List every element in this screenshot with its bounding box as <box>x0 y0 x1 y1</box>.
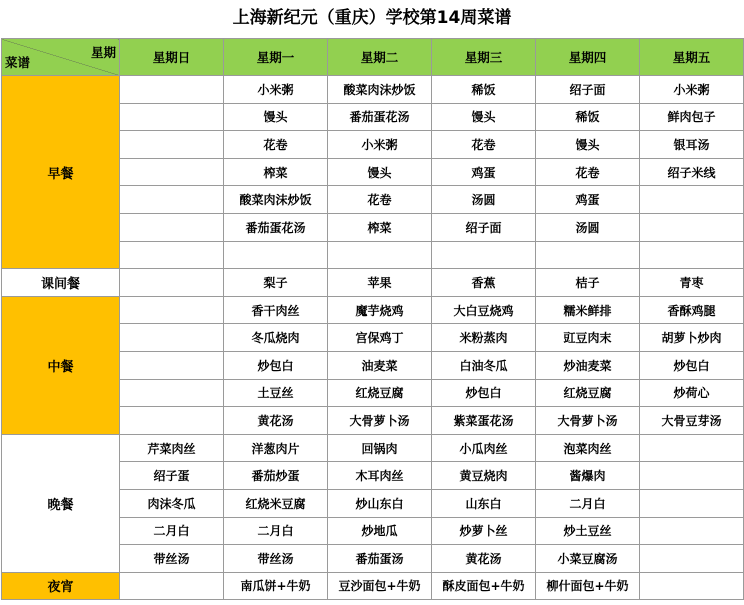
dish-cell: 豇豆肉末 <box>536 324 640 352</box>
dish-cell <box>640 545 744 573</box>
dish-cell: 二月白 <box>120 517 224 545</box>
dish-cell: 红烧豆腐 <box>328 379 432 407</box>
dish-cell <box>120 324 224 352</box>
dish-cell: 番茄蛋汤 <box>328 545 432 573</box>
dish-cell: 豆沙面包+牛奶 <box>328 572 432 600</box>
meal-label: 课间餐 <box>2 269 120 297</box>
dish-cell: 绍子面 <box>536 76 640 104</box>
dish-cell <box>120 103 224 131</box>
dish-cell: 酸菜肉沫炒饭 <box>328 76 432 104</box>
dish-cell: 鲜肉包子 <box>640 103 744 131</box>
dish-cell: 稀饭 <box>536 103 640 131</box>
dish-cell: 番茄炒蛋 <box>224 462 328 490</box>
dish-cell: 肉沫冬瓜 <box>120 489 224 517</box>
dish-cell: 红烧豆腐 <box>536 379 640 407</box>
dish-cell: 榨菜 <box>224 158 328 186</box>
dish-cell: 白油冬瓜 <box>432 351 536 379</box>
dish-cell: 炒包白 <box>432 379 536 407</box>
dish-cell: 绍子蛋 <box>120 462 224 490</box>
dish-cell: 番茄蛋花汤 <box>328 103 432 131</box>
dish-cell: 番茄蛋花汤 <box>224 213 328 241</box>
dish-cell: 酥皮面包+牛奶 <box>432 572 536 600</box>
day-header-sunday: 星期日 <box>120 39 224 76</box>
dish-cell: 胡萝卜炒肉 <box>640 324 744 352</box>
dish-cell: 桔子 <box>536 269 640 297</box>
corner-label-menu: 菜谱 <box>5 55 31 70</box>
dish-cell <box>536 241 640 269</box>
dish-cell: 汤圆 <box>432 186 536 214</box>
dish-cell: 柳什面包+牛奶 <box>536 572 640 600</box>
dish-cell: 二月白 <box>224 517 328 545</box>
dish-cell: 小菜豆腐汤 <box>536 545 640 573</box>
dish-cell: 稀饭 <box>432 76 536 104</box>
dish-cell: 带丝汤 <box>120 545 224 573</box>
dish-cell: 大骨萝卜汤 <box>328 407 432 435</box>
dish-cell <box>640 434 744 462</box>
dish-cell: 炒萝卜丝 <box>432 517 536 545</box>
dish-cell <box>120 269 224 297</box>
dish-cell: 汤圆 <box>536 213 640 241</box>
dish-cell: 黄花汤 <box>224 407 328 435</box>
day-header-wednesday: 星期三 <box>432 39 536 76</box>
dish-cell: 油麦菜 <box>328 351 432 379</box>
dish-cell: 花卷 <box>328 186 432 214</box>
dish-cell <box>640 572 744 600</box>
corner-label-weekday: 星期 <box>90 45 116 60</box>
dish-cell: 洋葱肉片 <box>224 434 328 462</box>
dish-cell <box>120 407 224 435</box>
dish-cell: 米粉蒸肉 <box>432 324 536 352</box>
day-header-friday: 星期五 <box>640 39 744 76</box>
dish-cell: 馒头 <box>328 158 432 186</box>
dish-cell: 绍子面 <box>432 213 536 241</box>
dish-cell: 小米粥 <box>640 76 744 104</box>
dish-cell: 炒油麦菜 <box>536 351 640 379</box>
dish-cell: 香酥鸡腿 <box>640 296 744 324</box>
dish-cell: 炒荷心 <box>640 379 744 407</box>
dish-cell: 鸡蛋 <box>536 186 640 214</box>
dish-cell: 魔芋烧鸡 <box>328 296 432 324</box>
dish-cell: 银耳汤 <box>640 131 744 159</box>
day-header-thursday: 星期四 <box>536 39 640 76</box>
dish-cell: 炒土豆丝 <box>536 517 640 545</box>
dish-cell: 二月白 <box>536 489 640 517</box>
dish-cell: 梨子 <box>224 269 328 297</box>
dish-cell <box>328 241 432 269</box>
page-title: 上海新纪元（重庆）学校第14周菜谱 <box>232 8 512 28</box>
dish-cell: 大白豆烧鸡 <box>432 296 536 324</box>
dish-cell: 小米粥 <box>224 76 328 104</box>
dish-cell: 紫菜蛋花汤 <box>432 407 536 435</box>
dish-cell <box>640 462 744 490</box>
dish-cell <box>120 213 224 241</box>
dish-cell <box>640 213 744 241</box>
dish-cell: 花卷 <box>224 131 328 159</box>
dish-cell: 黄花汤 <box>432 545 536 573</box>
table-row <box>2 434 744 462</box>
dish-cell: 榨菜 <box>328 213 432 241</box>
dish-cell <box>120 351 224 379</box>
day-header-tuesday: 星期二 <box>328 39 432 76</box>
dish-cell: 糯米鲜排 <box>536 296 640 324</box>
dish-cell: 泡菜肉丝 <box>536 434 640 462</box>
dish-cell: 冬瓜烧肉 <box>224 324 328 352</box>
menu-table <box>1 38 744 600</box>
dish-cell <box>120 572 224 600</box>
table-row <box>2 269 744 297</box>
dish-cell: 馒头 <box>224 103 328 131</box>
dish-cell: 大骨豆芽汤 <box>640 407 744 435</box>
dish-cell: 木耳肉丝 <box>328 462 432 490</box>
dish-cell <box>120 158 224 186</box>
dish-cell: 小瓜肉丝 <box>432 434 536 462</box>
dish-cell <box>120 379 224 407</box>
dish-cell: 黄豆烧肉 <box>432 462 536 490</box>
dish-cell <box>640 186 744 214</box>
table-row <box>2 572 744 600</box>
dish-cell: 大骨萝卜汤 <box>536 407 640 435</box>
dish-cell: 苹果 <box>328 269 432 297</box>
corner-header <box>2 39 120 76</box>
dish-cell: 山东白 <box>432 489 536 517</box>
day-header-monday: 星期一 <box>224 39 328 76</box>
dish-cell: 炒包白 <box>640 351 744 379</box>
dish-cell: 绍子米线 <box>640 158 744 186</box>
dish-cell <box>120 241 224 269</box>
dish-cell: 馒头 <box>432 103 536 131</box>
dish-cell <box>640 489 744 517</box>
meal-label: 夜宵 <box>2 572 120 600</box>
menu-body <box>2 76 744 600</box>
dish-cell: 鸡蛋 <box>432 158 536 186</box>
dish-cell: 花卷 <box>536 158 640 186</box>
dish-cell: 炒包白 <box>224 351 328 379</box>
dish-cell <box>120 186 224 214</box>
table-row <box>2 296 744 324</box>
dish-cell: 宫保鸡丁 <box>328 324 432 352</box>
dish-cell: 小米粥 <box>328 131 432 159</box>
dish-cell: 南瓜饼+牛奶 <box>224 572 328 600</box>
meal-label: 早餐 <box>2 76 120 269</box>
dish-cell <box>432 241 536 269</box>
header-row <box>2 39 744 76</box>
dish-cell <box>640 517 744 545</box>
dish-cell: 土豆丝 <box>224 379 328 407</box>
dish-cell <box>120 296 224 324</box>
dish-cell <box>120 76 224 104</box>
dish-cell <box>224 241 328 269</box>
dish-cell: 青枣 <box>640 269 744 297</box>
dish-cell: 花卷 <box>432 131 536 159</box>
dish-cell: 馒头 <box>536 131 640 159</box>
dish-cell: 香蕉 <box>432 269 536 297</box>
dish-cell: 香干肉丝 <box>224 296 328 324</box>
dish-cell: 红烧米豆腐 <box>224 489 328 517</box>
dish-cell <box>640 241 744 269</box>
dish-cell: 带丝汤 <box>224 545 328 573</box>
dish-cell: 芹菜肉丝 <box>120 434 224 462</box>
dish-cell: 回锅肉 <box>328 434 432 462</box>
dish-cell <box>120 131 224 159</box>
meal-label: 中餐 <box>2 296 120 434</box>
dish-cell: 酱爆肉 <box>536 462 640 490</box>
dish-cell: 炒地瓜 <box>328 517 432 545</box>
dish-cell: 炒山东白 <box>328 489 432 517</box>
meal-label: 晚餐 <box>2 434 120 572</box>
table-row <box>2 76 744 104</box>
dish-cell: 酸菜肉沫炒饭 <box>224 186 328 214</box>
